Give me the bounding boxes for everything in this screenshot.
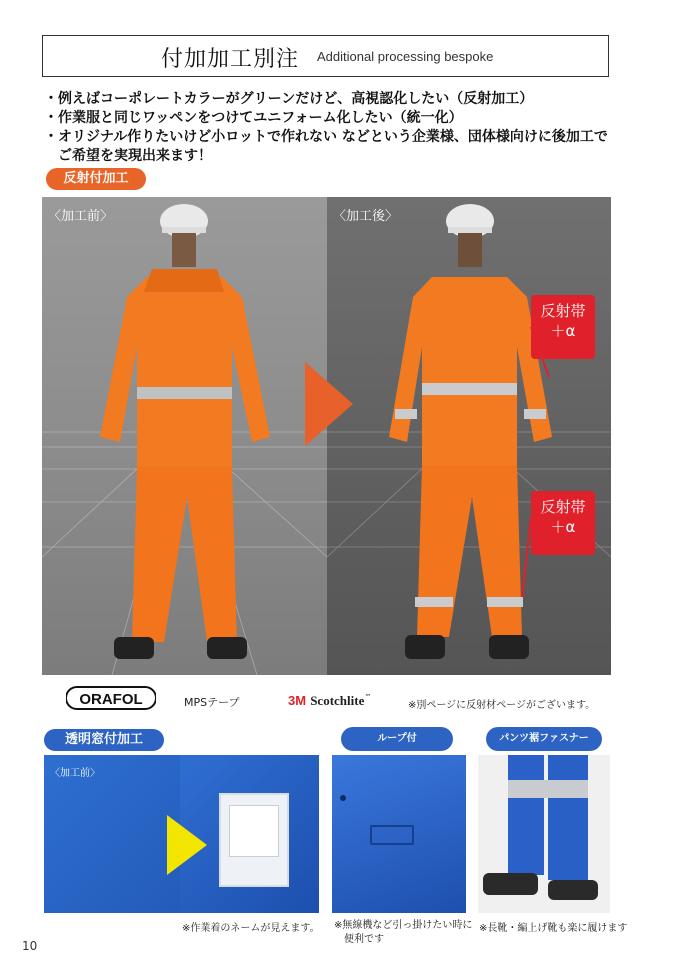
intro-bullets <box>44 90 644 166</box>
orafol-logo <box>66 685 156 713</box>
scotchlite-logo <box>288 693 371 709</box>
reflective-callout-top: 反射帯 ＋α <box>531 295 595 359</box>
page-number: 10 <box>22 939 38 953</box>
loop-caption: ※無線機など引っ掛けたい時に 便利です <box>334 920 473 945</box>
bullet-item: ・作業服と同じワッペンをつけてユニフォーム化したい（統一化） <box>44 110 463 126</box>
bullet-item: ・オリジナル作りたいけど小ロットで作れない などという企業様、団体様向けに後加工で <box>44 129 608 145</box>
section-label-window: 透明窓付加工 <box>44 729 164 751</box>
after-label: 〈加工後〉 <box>333 209 399 224</box>
mps-tape-label: MPSテープ <box>184 696 240 709</box>
before-photo <box>42 197 327 675</box>
window-caption: ※作業着のネームが見えます。 <box>182 923 320 934</box>
fastener-caption: ※長靴・編上げ靴も楽に履けます <box>479 923 628 934</box>
section-label-loop: ループ付 <box>341 727 453 751</box>
name-card <box>229 805 279 857</box>
pant-leg-right <box>548 755 588 880</box>
reflective-band <box>508 780 588 798</box>
title-box <box>42 35 609 77</box>
window-photo <box>44 755 319 913</box>
3m-logo-text: 3M <box>288 693 307 708</box>
rainwear-before-figure <box>42 197 327 675</box>
boot-right <box>548 880 598 900</box>
boot-left <box>483 873 538 895</box>
fastener-photo <box>478 755 610 913</box>
arrow-right-icon <box>305 362 353 446</box>
trademark-mark: ™ <box>364 693 372 701</box>
before-label: 〈加工前〉 <box>48 209 114 224</box>
orafol-logo-graphic <box>66 685 156 713</box>
bullet-item: ・例えばコーポレートカラーがグリーンだけど、高視認化したい（反射加工） <box>44 91 534 107</box>
pant-leg-left <box>508 755 544 875</box>
after-photo <box>327 197 611 675</box>
transparent-window-pocket <box>219 793 289 887</box>
page-subtitle: Additional processing bespoke <box>317 49 494 64</box>
orafol-logo-text: ORAFOL <box>79 691 143 708</box>
reflective-callout-bottom: 反射帯 ＋α <box>531 491 595 555</box>
bullet-item: ご希望を実現出来ます！ <box>44 148 212 164</box>
arrow-right-icon <box>167 815 207 875</box>
scotchlite-name: Scotchlite <box>310 693 365 708</box>
rainwear-after-figure <box>327 197 611 675</box>
page-title: 付加加工別注 <box>161 47 300 72</box>
section-label-reflective: 反射付加工 <box>46 168 146 190</box>
loop-photo <box>332 755 466 913</box>
reflective-material-note: ※別ページに反射材ページがございます。 <box>408 700 596 711</box>
section-label-fastener: パンツ裾ファスナー <box>486 727 602 751</box>
loop-tab <box>370 825 414 845</box>
window-before-label: 〈加工前〉 <box>50 768 100 779</box>
snap-button <box>340 795 346 801</box>
